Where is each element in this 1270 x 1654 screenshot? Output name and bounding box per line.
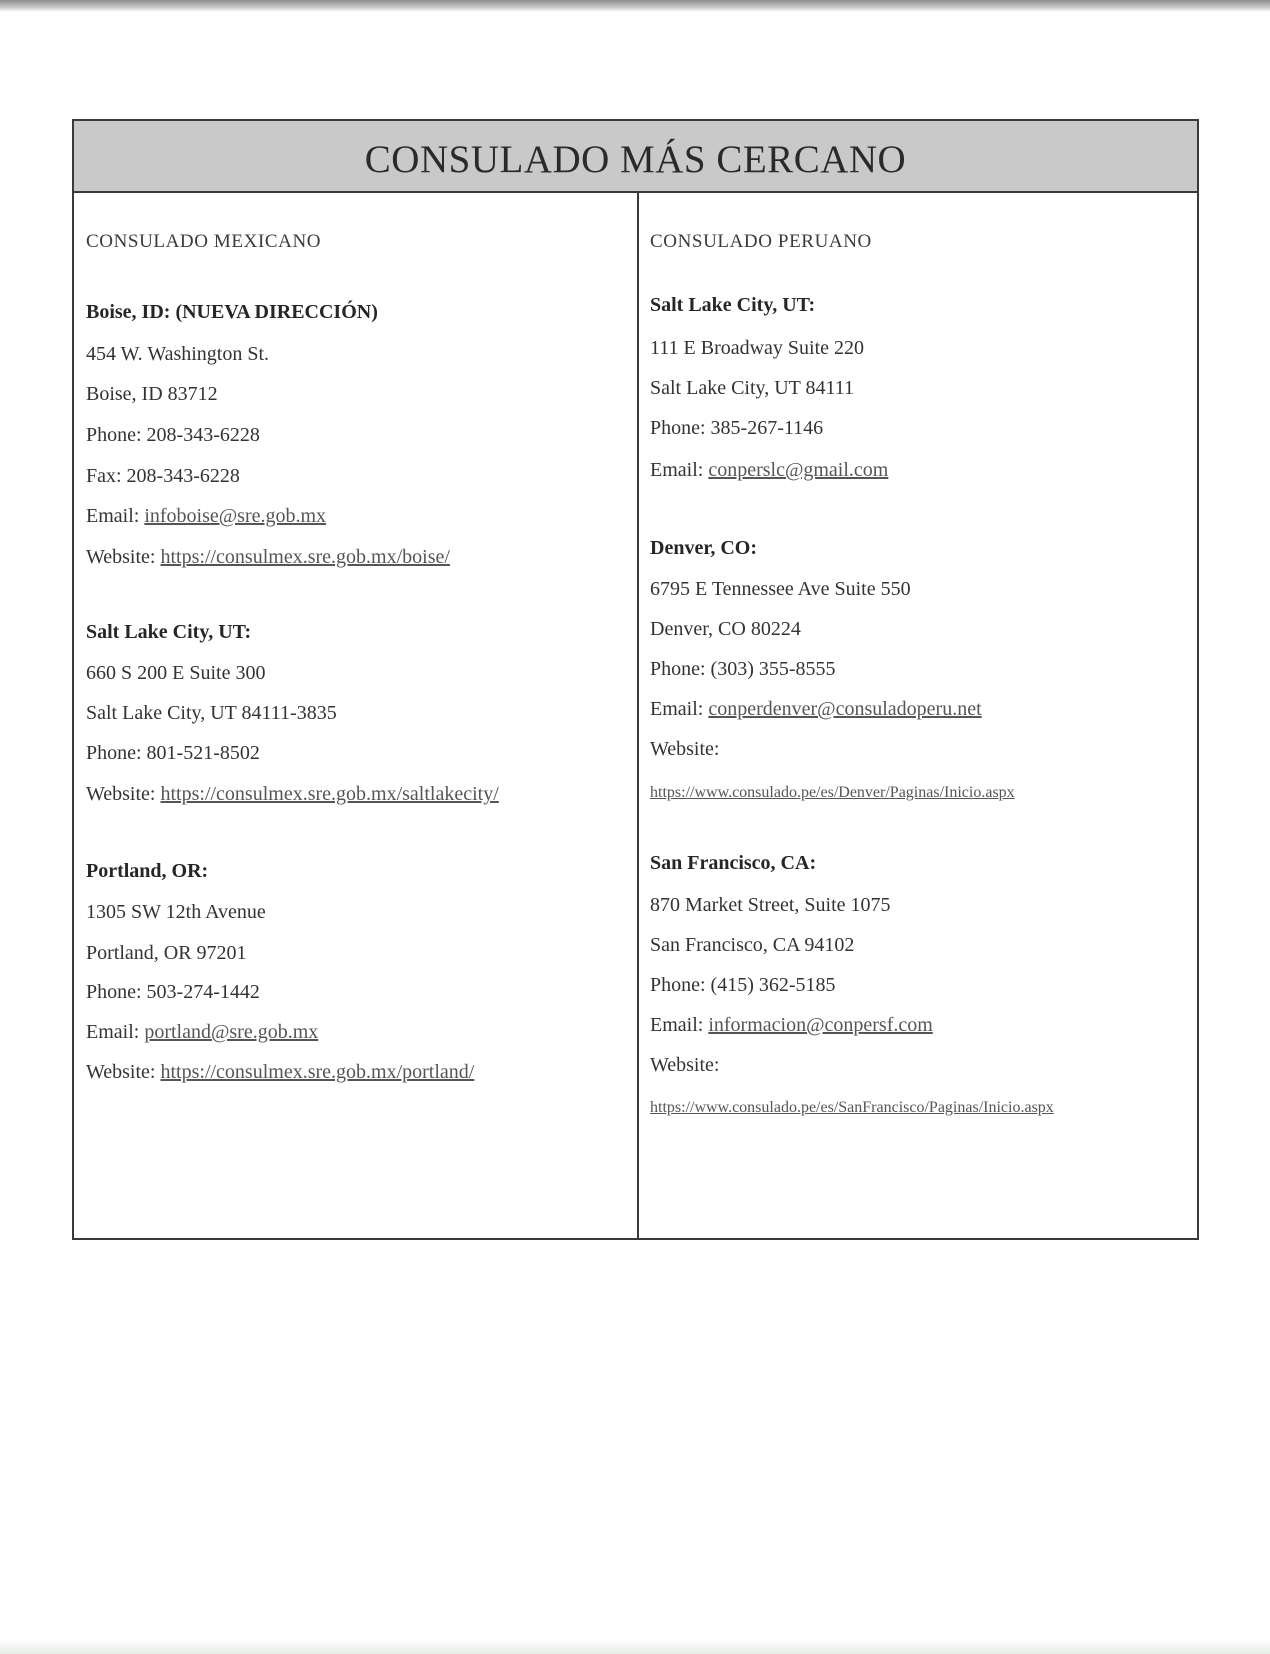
email-link[interactable]: informacion@conpersf.com (708, 1014, 933, 1036)
column-heading-mexicano: CONSULADO MEXICANO (86, 231, 322, 252)
website-label: Website: (86, 1061, 161, 1083)
address-line-2: Boise, ID 83712 (86, 383, 218, 405)
email-line (86, 504, 326, 528)
email-line (650, 458, 888, 482)
consulate-title-san-francisco: San Francisco, CA: (650, 852, 817, 874)
email-label: Email: (650, 1014, 709, 1036)
address-line-2: Portland, OR 97201 (86, 942, 247, 964)
address-line-2: Salt Lake City, UT 84111-3835 (86, 702, 337, 724)
phone-number: Phone: 208-343-6228 (86, 424, 260, 446)
phone-number: Phone: 801-521-8502 (86, 742, 260, 764)
email-line (650, 1013, 933, 1037)
column-divider (637, 191, 639, 1238)
address-line-1: 1305 SW 12th Avenue (86, 901, 266, 923)
website-line (86, 782, 499, 806)
phone-number: Phone: 385-267-1146 (650, 417, 824, 439)
address-line-2: San Francisco, CA 94102 (650, 934, 855, 956)
scan-bottom-edge (0, 1640, 1270, 1654)
address-line-1: 454 W. Washington St. (86, 343, 270, 365)
email-label: Email: (650, 698, 709, 720)
website-label: Website: (86, 783, 161, 805)
website-link[interactable]: https://www.consulado.pe/es/SanFrancisco/Paginas/Inicio.aspx (650, 1099, 1054, 1116)
consulate-title-denver: Denver, CO: (650, 537, 758, 559)
address-line-1: 660 S 200 E Suite 300 (86, 662, 266, 684)
website-label: Website: (650, 738, 720, 760)
email-line (86, 1020, 318, 1044)
scan-top-edge (0, 0, 1270, 12)
phone-number: Phone: (303) 355-8555 (650, 658, 836, 680)
address-line-1: 870 Market Street, Suite 1075 (650, 894, 891, 916)
website-line (86, 545, 450, 569)
column-heading-peruano: CONSULADO PERUANO (650, 231, 872, 252)
fax-number: Fax: 208-343-6228 (86, 465, 240, 487)
consulate-title-salt-lake-city: Salt Lake City, UT: (650, 294, 816, 316)
website-link[interactable]: https://www.consulado.pe/es/Denver/Paginas/Inicio.aspx (650, 784, 1015, 801)
page-title: CONSULADO MÁS CERCANO (364, 137, 907, 181)
phone-number: Phone: 503-274-1442 (86, 981, 260, 1003)
address-line-1: 111 E Broadway Suite 220 (650, 337, 865, 359)
email-line (650, 697, 982, 721)
email-label: Email: (86, 505, 145, 527)
consulate-box (72, 119, 1199, 1240)
website-link[interactable]: https://consulmex.sre.gob.mx/portland/ (160, 1061, 475, 1083)
email-link[interactable]: conperslc@gmail.com (708, 459, 889, 481)
consulate-title-boise: Boise, ID: (NUEVA DIRECCIÓN) (86, 301, 378, 323)
website-link[interactable]: https://consulmex.sre.gob.mx/saltlakecity/ (160, 783, 499, 805)
address-line-2: Denver, CO 80224 (650, 618, 801, 640)
address-line-1: 6795 E Tennessee Ave Suite 550 (650, 578, 911, 600)
email-link[interactable]: infoboise@sre.gob.mx (144, 505, 327, 527)
email-label: Email: (86, 1021, 145, 1043)
website-link[interactable]: https://consulmex.sre.gob.mx/boise/ (160, 546, 450, 568)
website-label: Website: (86, 546, 161, 568)
consulate-title-portland: Portland, OR: (86, 860, 209, 882)
website-line (86, 1060, 474, 1084)
email-link[interactable]: portland@sre.gob.mx (144, 1021, 319, 1043)
consulate-title-salt-lake-city: Salt Lake City, UT: (86, 621, 252, 643)
email-link[interactable]: conperdenver@consuladoperu.net (708, 698, 982, 720)
email-label: Email: (650, 459, 709, 481)
address-line-2: Salt Lake City, UT 84111 (650, 377, 855, 399)
box-header (74, 121, 1197, 193)
website-label: Website: (650, 1054, 720, 1076)
phone-number: Phone: (415) 362-5185 (650, 974, 836, 996)
